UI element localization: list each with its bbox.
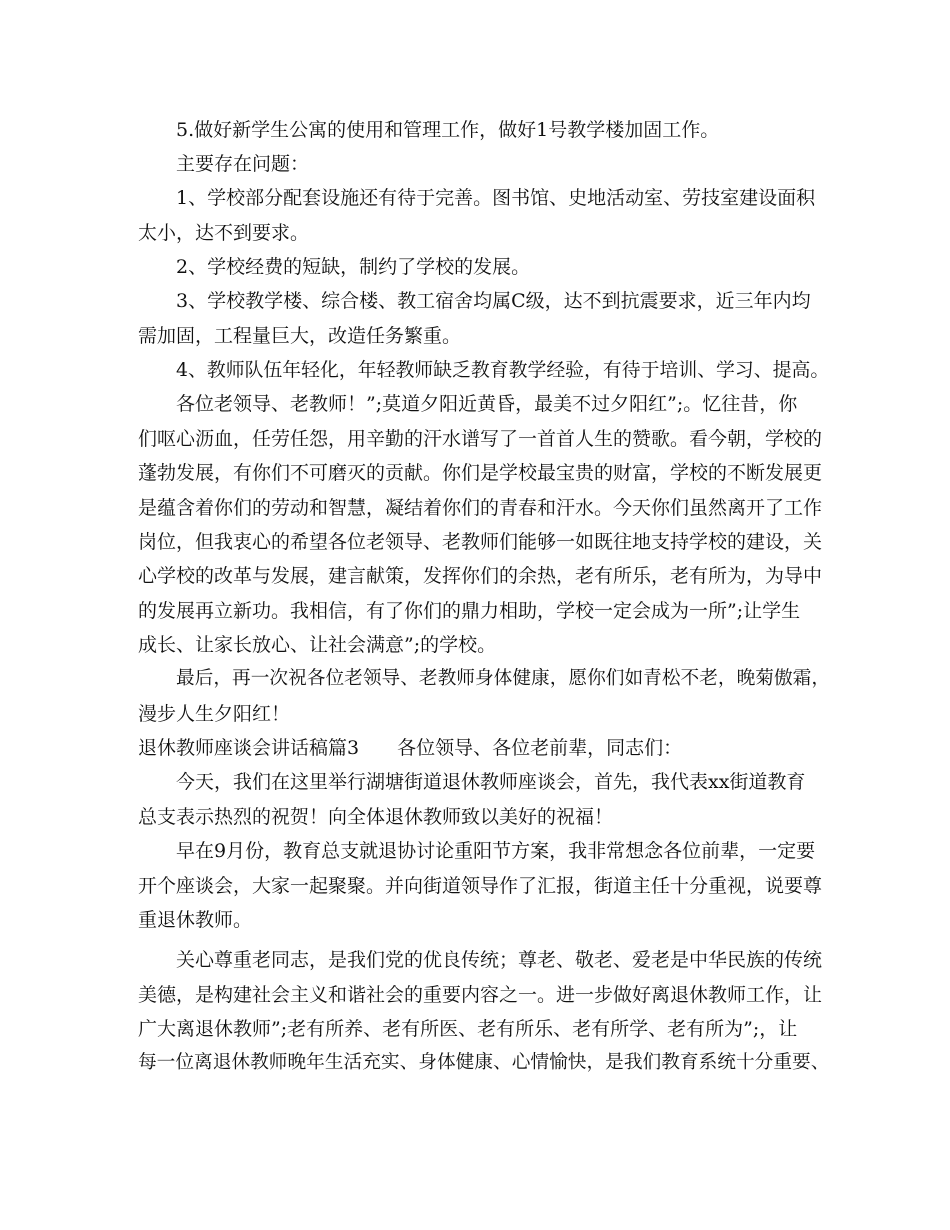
text-line: 主要存在问题： [176,153,310,175]
text-line: 的发展再立新功。我相信，有了你们的鼎力相助，学校一定会成为一所”;让学生 [138,600,801,622]
text-line: 成长、让家长放心、让社会满意”;的学校。 [138,634,497,656]
text-line: 退休教师座谈会讲话稿篇3 各位领导、各位老前辈，同志们： [138,737,683,759]
text-line: 们呕心沥血，任劳任怨，用辛勤的汗水谱写了一首首人生的赞歌。看今朝，学校的 [138,428,823,450]
text-line: 岗位，但我衷心的希望各位老领导、老教师们能够一如既往地支持学校的建设，关 [138,531,823,553]
text-line: 总支表示热烈的祝贺！向全体退休教师致以美好的祝福！ [138,806,614,828]
text-line: 各位老领导、老教师！”;莫道夕阳近黄昏，最美不过夕阳红”;。忆往昔，你 [176,393,798,415]
text-line: 太小，达不到要求。 [138,222,310,244]
text-line: 1、学校部分配套设施还有待于完善。图书馆、史地活动室、劳技室建设面积 [176,187,816,209]
text-line: 关心尊重老同志，是我们党的优良传统；尊老、敬老、爱老是中华民族的传统 [176,949,823,971]
text-line: 2、学校经费的短缺，制约了学校的发展。 [176,256,531,278]
text-line: 漫步人生夕阳红！ [138,703,291,725]
text-line: 广大离退休教师”;老有所养、老有所医、老有所乐、老有所学、老有所为”;，让 [138,1018,798,1040]
text-line: 蓬勃发展，有你们不可磨灭的贡献。你们是学校最宝贵的财富，学校的不断发展更 [138,462,823,484]
text-line: 美德，是构建社会主义和谐社会的重要内容之一。进一步做好离退休教师工作，让 [138,984,823,1006]
text-line: 4、教师队伍年轻化，年轻教师缺乏教育教学经验，有待于培训、学习、提高。 [176,359,830,381]
text-line: 心学校的改革与发展，建言献策，发挥你们的余热，老有所乐，老有所为，为导中 [138,565,823,587]
text-line: 需加固，工程量巨大，改造任务繁重。 [138,325,462,347]
text-line: 今天，我们在这里举行湖塘街道退休教师座谈会，首先，我代表xx街道教育 [176,771,806,793]
text-line: 早在9月份，教育总支就退协讨论重阳节方案，我非常想念各位前辈，一定要 [176,840,816,862]
text-line: 是蕴含着你们的劳动和智慧，凝结着你们的青春和汗水。今天你们虽然离开了工作 [138,497,823,519]
text-line: 开个座谈会，大家一起聚聚。并向街道领导作了汇报，街道主任十分重视，说要尊 [138,875,823,897]
text-line: 5.做好新学生公寓的使用和管理工作，做好1号教学楼加固工作。 [176,119,720,141]
text-line: 重退休教师。 [138,909,253,931]
text-line: 最后，再一次祝各位老领导、老教师身体健康，愿你们如青松不老，晚菊傲霜， [176,668,831,689]
text-line: 3、学校教学楼、综合楼、教工宿舍均属C级，达不到抗震要求，近三年内均 [176,290,811,312]
text-line: 每一位离退休教师晚年生活充实、身体健康、心情愉快，是我们教育系统十分重要、 [138,1052,830,1073]
